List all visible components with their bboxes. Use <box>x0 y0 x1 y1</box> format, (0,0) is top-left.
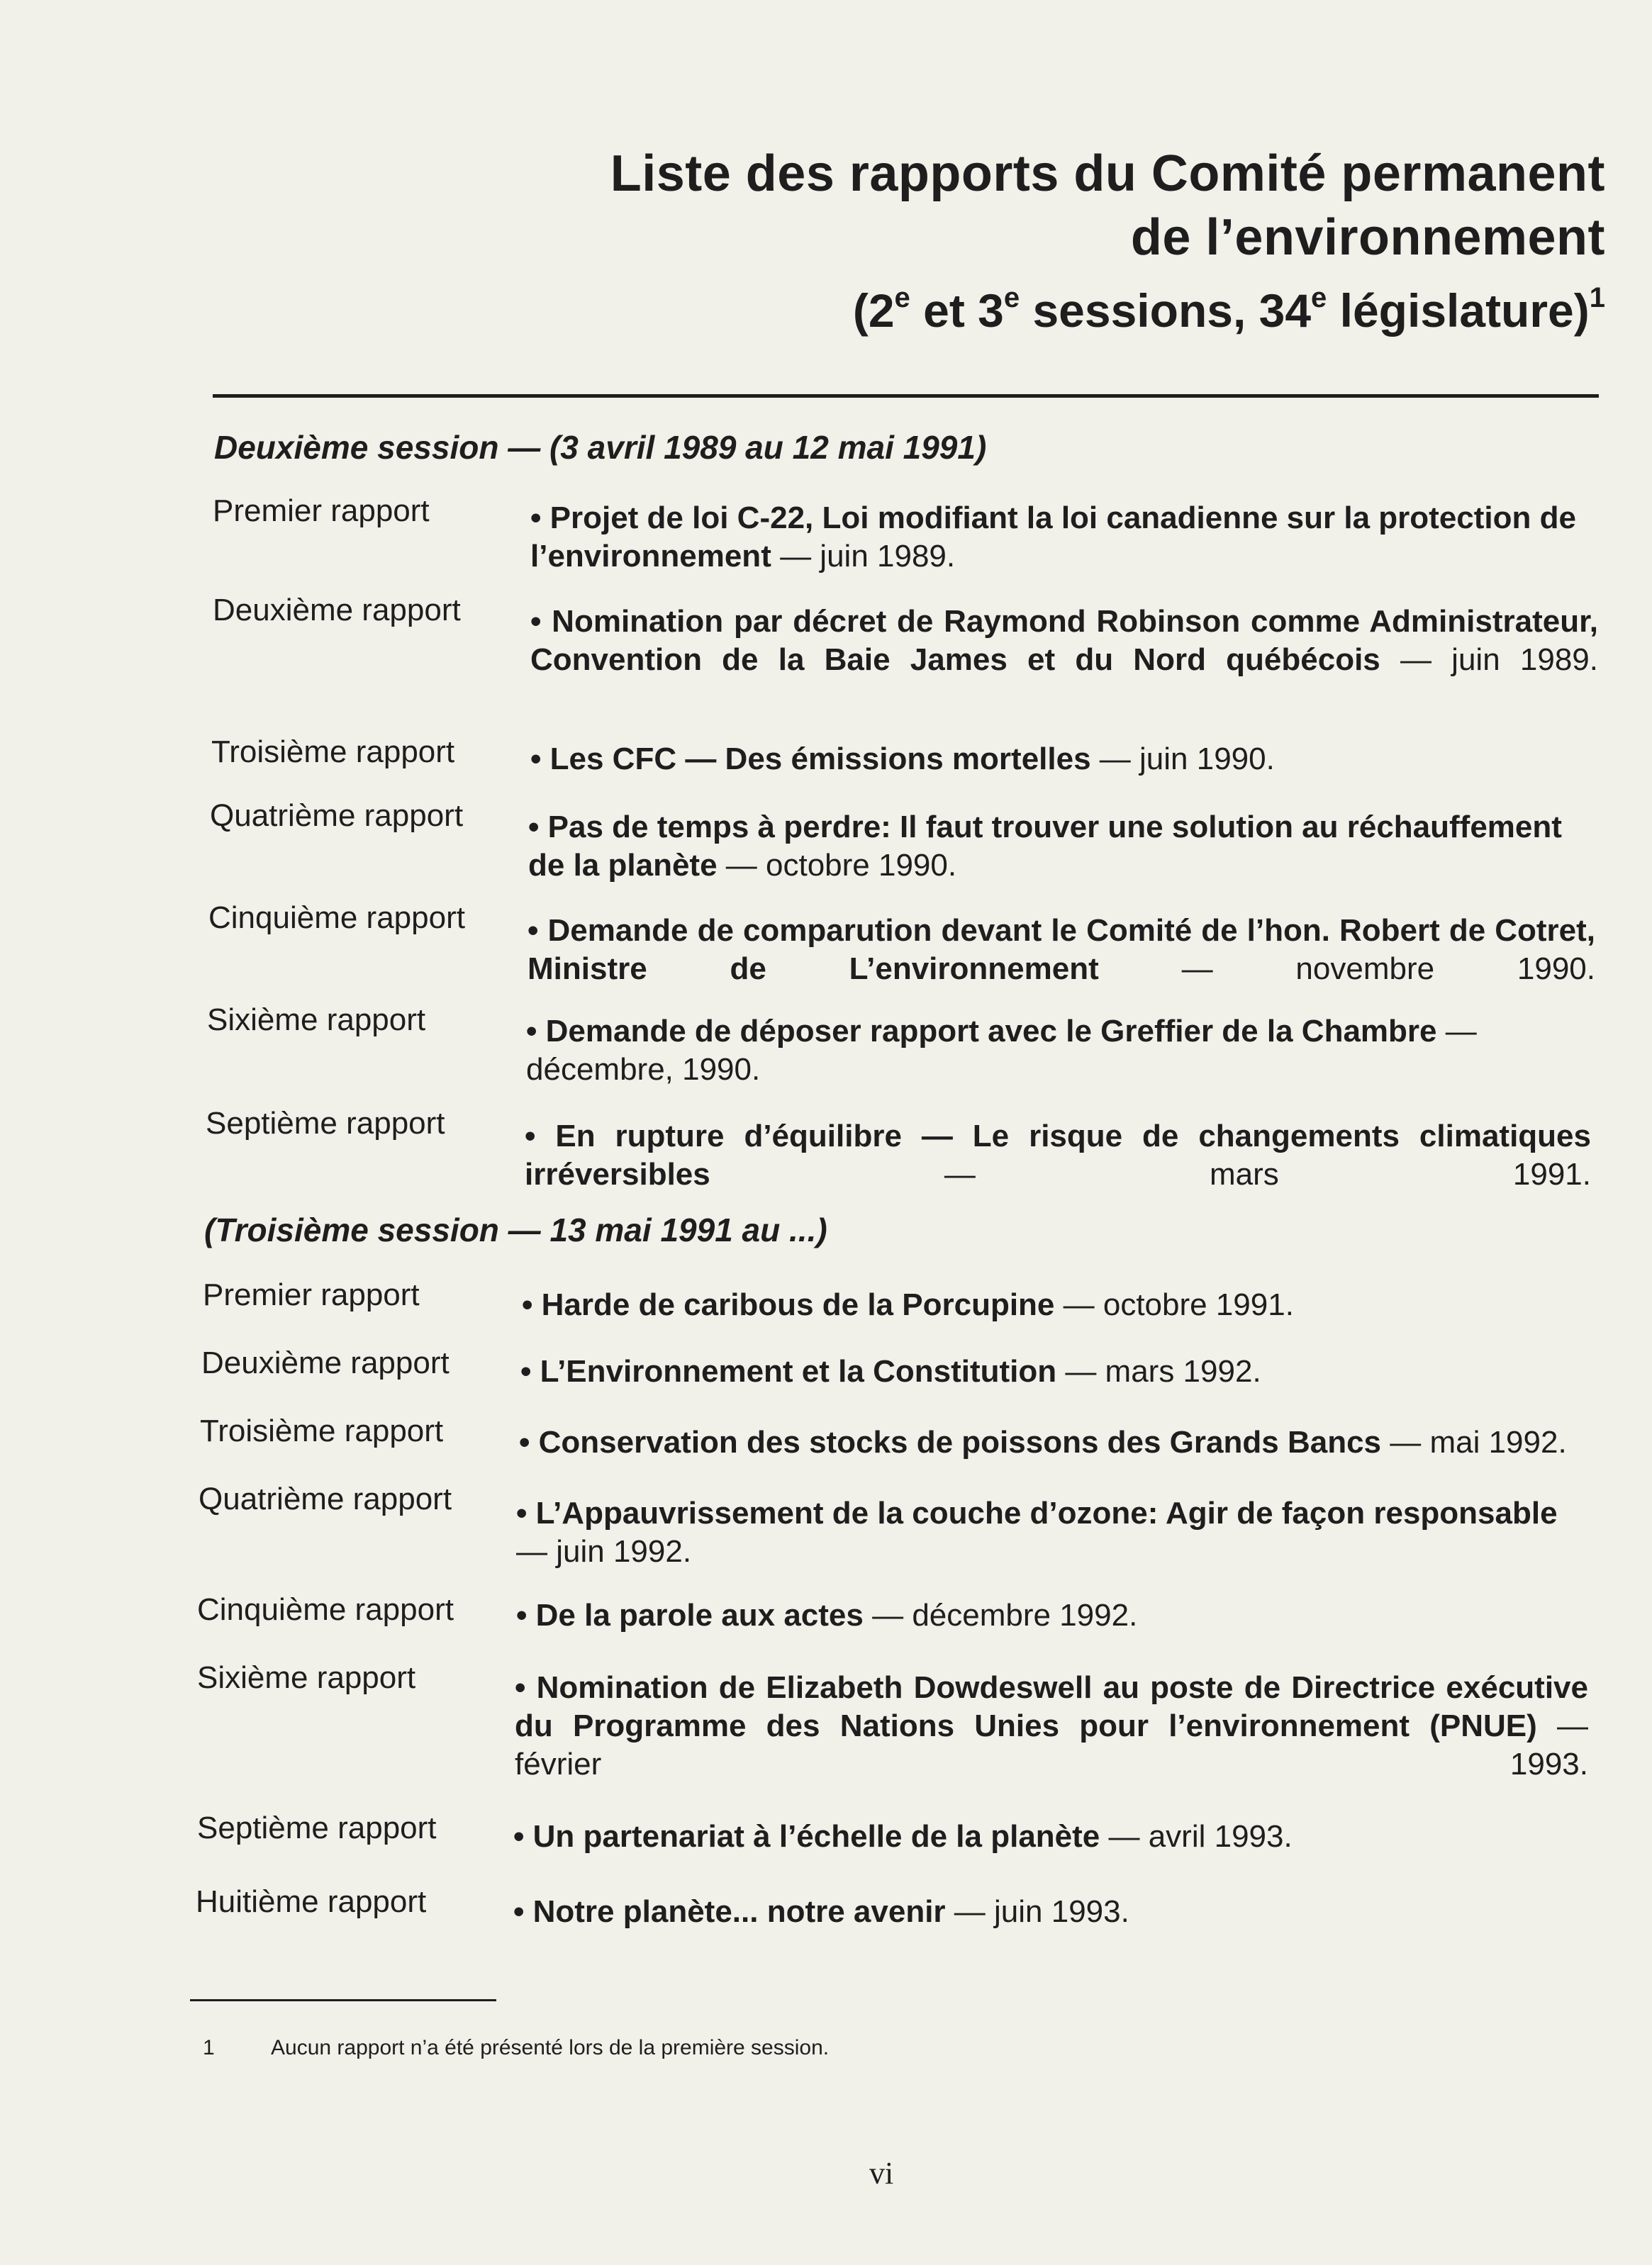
report-label: Quatrième rapport <box>210 798 464 833</box>
report-label: Premier rapport <box>203 1277 420 1312</box>
report-date: — décembre 1992. <box>863 1598 1138 1633</box>
report-entry <box>516 1596 1591 1635</box>
superscript: e <box>1003 282 1020 313</box>
report-date: — avril 1993. <box>1100 1819 1293 1854</box>
report-date: — juin 1993. <box>945 1894 1129 1929</box>
report-entry <box>528 808 1597 885</box>
report-title: • Harde de caribous de la Porcupine <box>522 1287 1055 1322</box>
report-label: Troisième rapport <box>200 1414 444 1448</box>
report-title: • L’Appauvrissement de la couche d’ozone: Agir de façon responsable <box>516 1496 1558 1531</box>
report-label: Quatrième rapport <box>199 1482 452 1516</box>
page-number: vi <box>869 2156 894 2191</box>
report-title: • Nomination par décret de Raymond Robinson comme Administrateur, Convention de la Baie James et du Nord québécois <box>530 604 1598 677</box>
report-title: • L’Environnement et la Constitution <box>520 1354 1057 1389</box>
report-label: Sixième rapport <box>197 1660 416 1695</box>
report-entry <box>516 1494 1591 1571</box>
report-entry <box>515 1669 1588 1784</box>
title-part: sessions, 34 <box>1020 284 1312 337</box>
report-title: • Nomination de Elizabeth Dowdeswell au poste de Directrice exécutive du Programme des Nations Unies pour l’environnement (PNUE) <box>515 1670 1588 1743</box>
report-title: • En rupture d’équilibre — Le risque de changements climatiques irréversibles <box>525 1119 1591 1192</box>
title-part: législature) <box>1327 284 1590 337</box>
superscript: e <box>894 282 910 313</box>
title-divider <box>213 394 1599 398</box>
report-entry <box>525 1117 1591 1194</box>
report-title: • Demande de comparution devant le Comité de l’hon. Robert de Cotret, Ministre de L’environnement <box>528 913 1595 986</box>
report-date: — mai 1992. <box>1381 1425 1567 1460</box>
superscript: e <box>1311 282 1327 313</box>
session-heading: (Troisième session — 13 mai 1991 au ...) <box>204 1212 827 1248</box>
report-title: • Conservation des stocks de poissons des Grands Bancs <box>519 1425 1382 1460</box>
report-entry <box>530 499 1598 576</box>
session-heading: Deuxième session — (3 avril 1989 au 12 mai 1991) <box>214 429 987 466</box>
report-entry <box>530 740 1598 778</box>
report-entry <box>520 1353 1591 1391</box>
report-label: Deuxième rapport <box>213 593 461 627</box>
report-date: — juin 1989. <box>1380 642 1598 677</box>
title-part: (2 <box>852 284 895 337</box>
report-title: • Demande de déposer rapport avec le Greffier de la Chambre <box>526 1014 1437 1048</box>
report-date: — juin 1992. <box>516 1534 692 1569</box>
report-label: Sixième rapport <box>207 1002 426 1037</box>
title-line-3 <box>610 282 1605 337</box>
footnote-divider <box>190 1999 496 2001</box>
title-line-2: de l’environnement <box>1130 209 1605 266</box>
report-date: — juin 1989. <box>771 539 956 574</box>
report-label: Cinquième rapport <box>208 900 465 935</box>
report-date: — octobre 1991. <box>1054 1287 1294 1322</box>
report-date: — février 1993. <box>515 1708 1588 1782</box>
report-entry <box>530 603 1598 679</box>
report-date: — octobre 1990. <box>717 848 957 883</box>
report-date: — juin 1990. <box>1090 742 1275 776</box>
page-title <box>610 142 1605 337</box>
report-label: Deuxième rapport <box>201 1346 450 1380</box>
footnote-reference: 1 <box>1589 282 1605 313</box>
report-entry <box>526 1012 1597 1089</box>
report-label: Cinquième rapport <box>197 1592 454 1627</box>
report-label: Troisième rapport <box>211 734 455 769</box>
report-label: Huitième rapport <box>196 1884 427 1919</box>
report-title: • De la parole aux actes <box>516 1598 864 1633</box>
report-entry <box>513 1893 1588 1931</box>
report-entry <box>519 1424 1594 1462</box>
report-label: Premier rapport <box>213 493 430 528</box>
report-date: — novembre 1990. <box>1098 951 1595 986</box>
report-title: • Un partenariat à l’échelle de la planète <box>513 1819 1100 1854</box>
report-label: Septième rapport <box>206 1106 445 1141</box>
report-date: — mars 1992. <box>1056 1354 1261 1389</box>
title-line-1: Liste des rapports du Comité permanent <box>610 145 1605 202</box>
report-date: — mars 1991. <box>710 1157 1591 1192</box>
report-entry <box>522 1286 1592 1324</box>
title-part: et 3 <box>910 284 1004 337</box>
footnote-number: 1 <box>203 2036 215 2059</box>
report-entry <box>528 912 1595 988</box>
report-label: Septième rapport <box>197 1811 437 1845</box>
report-date: — décembre, 1990. <box>526 1014 1477 1087</box>
report-title: • Les CFC — Des émissions mortelles <box>530 742 1091 776</box>
report-title: • Notre planète... notre avenir <box>513 1894 946 1929</box>
report-title: • Projet de loi C-22, Loi modifiant la loi canadienne sur la protection de l’environnement <box>530 500 1576 574</box>
report-entry <box>513 1818 1588 1856</box>
footnote-text: Aucun rapport n’a été présenté lors de la première session. <box>271 2036 830 2059</box>
footnote <box>203 2036 829 2060</box>
report-title: • Pas de temps à perdre: Il faut trouver une solution au réchauffement de la planète <box>528 810 1562 883</box>
